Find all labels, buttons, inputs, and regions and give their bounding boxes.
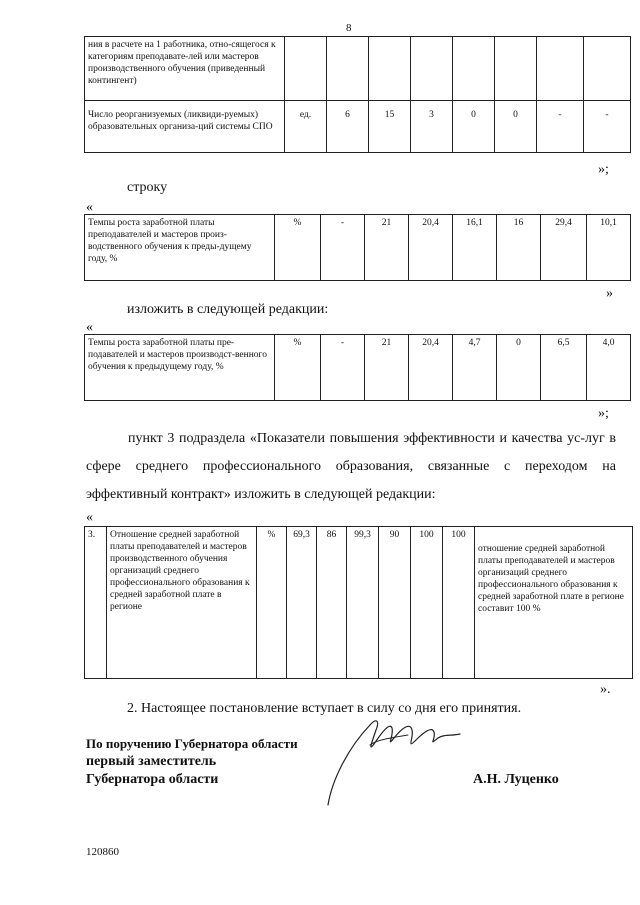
row-label: Отношение средней заработной платы преподавателей и мастеров производственного обучения организаций среднего профессионального образования к средней заработной плате в регионе (107, 527, 257, 679)
signature-line-1: По поручению Губернатора области (86, 736, 298, 751)
value-cell (495, 37, 537, 101)
close-quote: »; (598, 406, 609, 421)
value-cell: 16,1 (453, 215, 497, 281)
efficiency-indicator-table (84, 526, 633, 679)
open-quote: « (86, 510, 93, 525)
value-cell (369, 37, 411, 101)
unit-cell: ед. (285, 101, 327, 153)
unit-cell: % (275, 335, 321, 401)
value-cell: 15 (369, 101, 411, 153)
value-cell: 21 (365, 335, 409, 401)
value-cell: 16 (497, 215, 541, 281)
row-label: Темпы роста заработной платы пре-подавателей и мастеров производст-венного обучения к предыдущему году, % (85, 335, 275, 401)
value-cell: 20,4 (409, 215, 453, 281)
value-cell (537, 37, 584, 101)
value-cell: 100 (443, 527, 475, 679)
open-quote: « (86, 320, 93, 335)
value-cell (584, 37, 631, 101)
value-cell: 69,3 (287, 527, 317, 679)
result-cell: отношение средней заработной платы преподавателей и мастеров организаций среднего профессионального образования к средней заработной плате в регионе составит 100 % (475, 527, 633, 679)
row-label: Число реорганизуемых (ликвиди-руемых) образовательных организа-ций системы СПО (85, 101, 285, 153)
value-cell: 20,4 (409, 335, 453, 401)
value-cell (411, 37, 453, 101)
signature-line-2: первый заместитель (86, 754, 217, 769)
unit-cell: % (257, 527, 287, 679)
indicator-table-continuation (84, 36, 631, 153)
text-line: строку (127, 180, 168, 195)
value-cell: - (321, 335, 365, 401)
open-quote: « (86, 200, 93, 215)
value-cell: 100 (411, 527, 443, 679)
document-code: 120860 (86, 846, 119, 858)
value-cell: 0 (453, 101, 495, 153)
table-row (85, 101, 631, 153)
text-line: изложить в следующей редакции: (127, 302, 329, 317)
page-number: 8 (346, 22, 352, 34)
close-quote: ». (600, 682, 611, 697)
value-cell: 90 (379, 527, 411, 679)
close-quote: » (606, 286, 613, 301)
table-row (85, 527, 633, 679)
value-cell: - (584, 101, 631, 153)
handwritten-signature (320, 700, 470, 810)
value-cell: 6,5 (541, 335, 587, 401)
value-cell: 3 (411, 101, 453, 153)
new-growth-rate-table (84, 334, 631, 401)
paragraph-punkt-3: пункт 3 подраздела «Показатели повышения эффективности и качества ус-луг в сфере среднего профессионального образования, связанные с переходом на эффективный контракт» изложить в следующей редакции: (86, 431, 616, 502)
value-cell: 86 (317, 527, 347, 679)
value-cell: - (321, 215, 365, 281)
value-cell: 4,7 (453, 335, 497, 401)
signatory-name: А.Н. Луценко (473, 772, 559, 787)
table-row (85, 37, 631, 101)
value-cell: 10,1 (587, 215, 631, 281)
old-growth-rate-table (84, 214, 631, 281)
unit-cell (285, 37, 327, 101)
clause-2: 2. Настоящее постановление вступает в силу со дня его принятия. (127, 701, 522, 716)
close-quote: »; (598, 162, 609, 177)
value-cell: - (537, 101, 584, 153)
row-label: ния в расчете на 1 работника, отно-сящегося к категориям преподавате-лей или мастеров производственного обучения (приведенный контингент) (85, 37, 285, 101)
value-cell: 4,0 (587, 335, 631, 401)
row-label: Темпы роста заработной платы преподавателей и мастеров произ-водственного обучения к преды-дущему году, % (85, 215, 275, 281)
value-cell: 0 (495, 101, 537, 153)
value-cell: 6 (327, 101, 369, 153)
row-number: 3. (85, 527, 107, 679)
value-cell: 21 (365, 215, 409, 281)
value-cell: 0 (497, 335, 541, 401)
value-cell (327, 37, 369, 101)
table-row (85, 335, 631, 401)
value-cell: 99,3 (347, 527, 379, 679)
table-row (85, 215, 631, 281)
signature-line-3: Губернатора области (86, 772, 219, 787)
unit-cell: % (275, 215, 321, 281)
value-cell (453, 37, 495, 101)
value-cell: 29,4 (541, 215, 587, 281)
